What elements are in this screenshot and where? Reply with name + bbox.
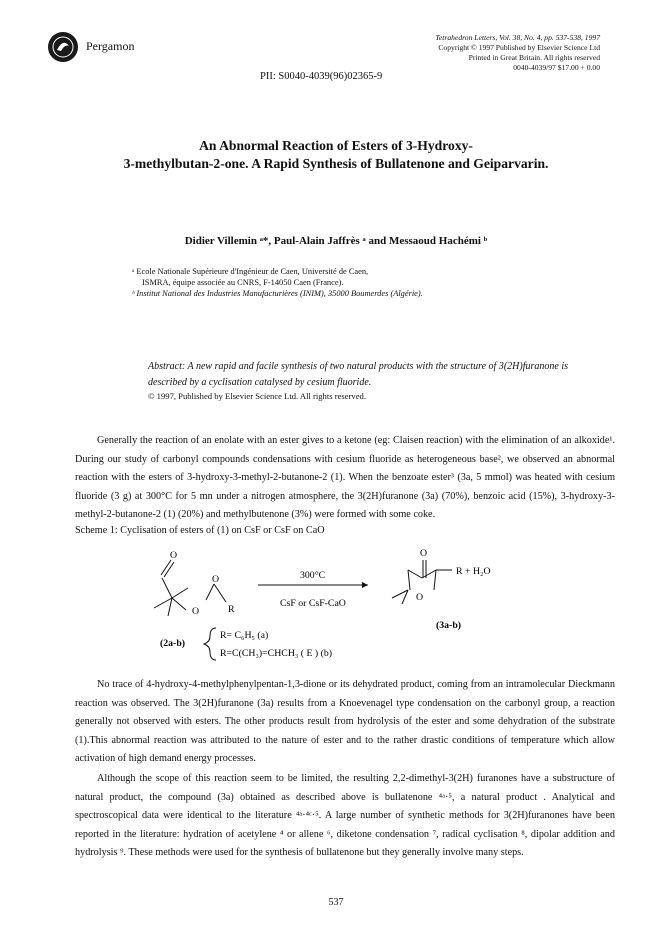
abstract [148,359,588,402]
logo-emblem-icon [48,32,78,62]
body-paragraph-2 [75,676,615,769]
paragraph-text: No trace of 4-hydroxy-4-methylphenylpentan-1,3-dione or its dehydrated product, coming from an intramolecular Dieckmann reaction was observed. The 3(2H)furanone (3a) results from a Knoevenagel type condensation on the carbonyl group, a reaction generally not observed with esters. The other products result from hydrolysis of the ester and some dehydration of the substrate (1).This abnormal reaction was attributed to the nature of ester and to the rather drastic conditions of temperature which allow activation of high demand energy processes. [75,679,615,765]
reactant-structure [154,560,226,616]
paper-title [60,137,612,173]
citation-line: Copyright © 1997 Published by Elsevier Science Ltd [438,43,600,52]
affiliation-a1: ᵃ Ecole Nationale Supérieure d'Ingénieur de Caen, Université de Caen, [132,267,369,276]
scheme-caption: Scheme 1: Cyclisation of esters of (1) on CsF or CsF on CaO [75,525,325,536]
pergamon-logo [48,32,78,62]
reactant-oxygen-top: O [170,550,178,561]
abstract-copyright: © 1997, Published by Elsevier Science Ltd. All rights reserved. [148,391,366,401]
citation-line: Tetrahedron Letters, Vol. 38, No. 4, pp. 537-538, 1997 [435,33,600,42]
brace-icon [204,628,216,660]
reactant-label: (2a-b) [160,638,186,649]
product-oxygen-top: O [420,548,428,559]
arrow-head-icon [362,582,368,588]
author-list: Didier Villemin ᵃ*, Paul-Alain Jaffrès ᵃ and Messaoud Hachémi ᵇ [184,235,488,247]
reactant-r-group: R [228,604,235,615]
citation-line: 0040-4039/97 $17.00 + 0.00 [513,63,600,72]
reactant-oxygen-ester: O [192,606,200,617]
page-number: 537 [328,897,344,908]
pii-identifier: PII: S0040-4039(96)02365-9 [260,71,383,82]
condition-catalyst: CsF or CsF-CaO [280,598,346,609]
publisher-name: Pergamon [86,39,135,53]
paragraph-text: Although the scope of this reaction seem to be limited, the resulting 2,2-dimethyl-3(2H) furanones have a substructure of natural product, the compound (3a) obtained as described above is bullatenone ⁴ᵃ·⁵, a natural product . Analytical and spectroscopical data were identical to the literature ⁴ᵃ·⁴ᶜ·⁵. A large number of synthetic methods for 3(2H)furanones have been reported in the literature: hydration of acetylene ⁴ or allene ⁶, diketone condensation ⁷, radical cyclisation ⁸, dipolar addition and hydrolysis ⁹. These methods were used for the synthesis of bullatenone but they generally involve many steps. [75,773,615,859]
reaction-scheme [140,540,560,670]
r-definition-b: R=C(CH₃)=CHCH₃ ( E ) (b) [220,648,333,659]
body-paragraph-1 [75,432,615,525]
r-definition-a: R= C₆H₅ (a) [220,630,269,641]
title-line-1: An Abnormal Reaction of Esters of 3-Hydroxy- [199,138,473,153]
body-paragraph-3 [75,770,615,863]
product-label: (3a-b) [436,620,462,631]
condition-temperature: 300°C [300,570,326,581]
title-line-2: 3-methylbutan-2-one. A Rapid Synthesis of Bullatenone and Geiparvarin. [123,156,549,171]
journal-citation [370,33,600,73]
citation-line: Printed in Great Britain. All rights reserved [468,53,600,62]
affiliation-b: ᵇ Institut National des Industries Manufacturières (INIM), 35000 Boumerdes (Algérie). [132,289,423,298]
affiliation-a2: ISMRA, équipe associée au CNRS, F-14050 Caen (France). [142,278,344,287]
product-substituent: R + H₂O [456,566,491,577]
reactant-oxygen-carbonyl: O [212,574,220,585]
affiliations [132,266,592,299]
abstract-text: Abstract: A new rapid and facile synthesis of two natural products with the structure of 3(2H)furanone is described by a cyclisation catalysed by cesium fluoride. [148,361,568,388]
paragraph-text: Generally the reaction of an enolate with an ester gives to a ketone (eg: Claisen reaction) with the elimination of an alkoxide¹. During our study of carbonyl compounds condensations with cesium fluoride as heterogeneous base², we observed an abnormal reaction with the esters of 3-hydroxy-3-methyl-2-butanone-2 (1). When the benzoate ester³ (3a, 5 mmol) was heated with cesium fluoride (3 g) at 300°C for 5 mn under a nitrogen atmosphere, the 3(2H)furanone (3a) (70%), benzoic acid (15%), 3-hydroxy-3-methyl-2-butanone-2 (1) (20%) and methylbutenone (3%) were formed with some coke. [75,435,615,521]
product-oxygen-ring: O [416,592,424,603]
